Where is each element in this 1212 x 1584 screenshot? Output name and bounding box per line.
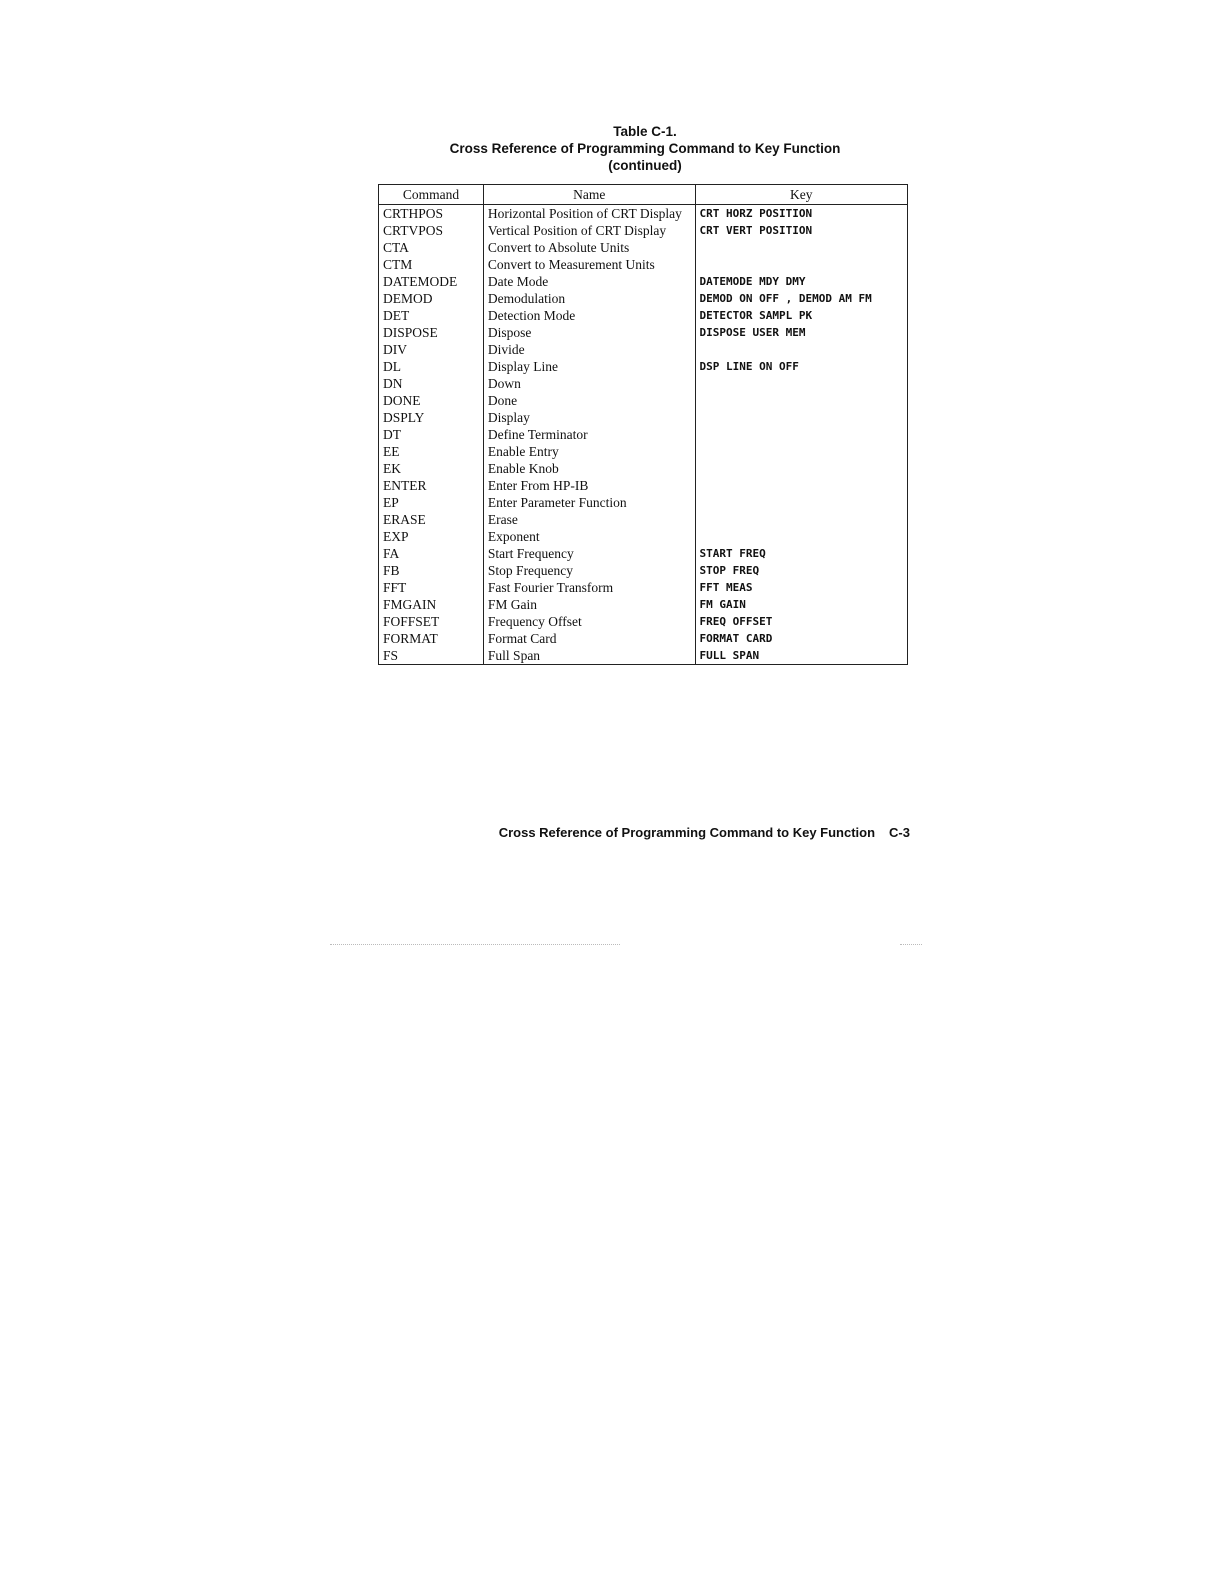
cell-key bbox=[695, 409, 908, 426]
table-row bbox=[379, 545, 908, 562]
header-name: Name bbox=[483, 185, 695, 205]
cell-name: Fast Fourier Transform bbox=[483, 579, 695, 596]
cell-command: DONE bbox=[379, 392, 484, 409]
cell-key: DETECTOR SAMPL PK bbox=[699, 309, 813, 322]
cell-command: EXP bbox=[379, 528, 484, 545]
cell-key: DEMOD ON OFF , DEMOD AM FM bbox=[699, 292, 872, 305]
cell-command: DATEMODE bbox=[379, 273, 484, 290]
cell-name: Vertical Position of CRT Display bbox=[483, 222, 695, 239]
cell-name: Detection Mode bbox=[483, 307, 695, 324]
cell-key bbox=[695, 341, 908, 358]
cell-command: FFT bbox=[379, 579, 484, 596]
cell-command: ENTER bbox=[379, 477, 484, 494]
table-row bbox=[379, 256, 908, 273]
table-row bbox=[379, 562, 908, 579]
table-row bbox=[379, 222, 908, 239]
cell-key: CRT VERT POSITION bbox=[699, 224, 813, 237]
cell-command: ERASE bbox=[379, 511, 484, 528]
scan-artifact-line bbox=[900, 944, 922, 945]
cell-command: DN bbox=[379, 375, 484, 392]
cell-name: Stop Frequency bbox=[483, 562, 695, 579]
table-row bbox=[379, 375, 908, 392]
cell-name: Display Line bbox=[483, 358, 695, 375]
table-number: Table C-1. bbox=[613, 124, 677, 139]
cell-name: Display bbox=[483, 409, 695, 426]
table-row bbox=[379, 596, 908, 613]
cell-key bbox=[695, 256, 908, 273]
cell-name: Horizontal Position of CRT Display bbox=[483, 205, 695, 223]
table-row bbox=[379, 358, 908, 375]
table-row bbox=[379, 460, 908, 477]
cell-command: DT bbox=[379, 426, 484, 443]
cell-key: FM GAIN bbox=[699, 598, 746, 611]
cell-key bbox=[695, 494, 908, 511]
cell-name: Enable Entry bbox=[483, 443, 695, 460]
cell-key bbox=[695, 375, 908, 392]
cell-command: FOFFSET bbox=[379, 613, 484, 630]
cell-command: DISPOSE bbox=[379, 324, 484, 341]
table-row bbox=[379, 392, 908, 409]
cell-name: Define Terminator bbox=[483, 426, 695, 443]
cell-name: Enable Knob bbox=[483, 460, 695, 477]
cell-command: CRTVPOS bbox=[379, 222, 484, 239]
cell-command: CTA bbox=[379, 239, 484, 256]
cross-reference-table bbox=[378, 184, 908, 665]
cell-key bbox=[695, 392, 908, 409]
footer-title: Cross Reference of Programming Command to Key Function bbox=[498, 825, 876, 840]
cell-name: Dispose bbox=[483, 324, 695, 341]
cell-name: Enter Parameter Function bbox=[483, 494, 695, 511]
cell-key: FREQ OFFSET bbox=[699, 615, 773, 628]
cell-key: START FREQ bbox=[699, 547, 766, 560]
cell-key: FORMAT CARD bbox=[699, 632, 773, 645]
cell-command: DL bbox=[379, 358, 484, 375]
cell-name: FM Gain bbox=[483, 596, 695, 613]
cell-command: FS bbox=[379, 647, 484, 665]
cell-command: FMGAIN bbox=[379, 596, 484, 613]
cell-name: Convert to Measurement Units bbox=[483, 256, 695, 273]
cell-key: DISPOSE USER MEM bbox=[699, 326, 806, 339]
cell-key bbox=[695, 477, 908, 494]
cell-name: Enter From HP-IB bbox=[483, 477, 695, 494]
cell-command: CRTHPOS bbox=[379, 205, 484, 223]
table-row bbox=[379, 477, 908, 494]
cell-key: FULL SPAN bbox=[699, 649, 760, 662]
header-key: Key bbox=[695, 185, 908, 205]
cell-command: DEMOD bbox=[379, 290, 484, 307]
table-row bbox=[379, 528, 908, 545]
cell-command: DSPLY bbox=[379, 409, 484, 426]
table-row bbox=[379, 579, 908, 596]
table-row bbox=[379, 511, 908, 528]
cell-key bbox=[695, 443, 908, 460]
cell-key bbox=[695, 426, 908, 443]
table-row bbox=[379, 273, 908, 290]
table-row bbox=[379, 324, 908, 341]
cell-command: FORMAT bbox=[379, 630, 484, 647]
table-row bbox=[379, 494, 908, 511]
cell-name: Format Card bbox=[483, 630, 695, 647]
table-row bbox=[379, 205, 908, 223]
cell-name: Down bbox=[483, 375, 695, 392]
table-continued-note: (continued) bbox=[608, 158, 682, 173]
cell-key bbox=[695, 528, 908, 545]
cell-command: DET bbox=[379, 307, 484, 324]
cell-key: CRT HORZ POSITION bbox=[699, 207, 813, 220]
cell-key: FFT MEAS bbox=[699, 581, 753, 594]
table-body bbox=[379, 205, 908, 665]
scan-artifact-line bbox=[330, 944, 620, 945]
cell-name: Date Mode bbox=[483, 273, 695, 290]
cell-name: Erase bbox=[483, 511, 695, 528]
cell-command: EE bbox=[379, 443, 484, 460]
page-number: C-3 bbox=[889, 825, 910, 840]
table-row bbox=[379, 630, 908, 647]
table-row bbox=[379, 341, 908, 358]
header-command: Command bbox=[379, 185, 484, 205]
cell-command: FA bbox=[379, 545, 484, 562]
cell-name: Start Frequency bbox=[483, 545, 695, 562]
table-row bbox=[379, 290, 908, 307]
page-footer bbox=[480, 825, 910, 840]
cell-key: DSP LINE ON OFF bbox=[699, 360, 799, 373]
table-row bbox=[379, 239, 908, 256]
table-caption bbox=[380, 123, 910, 174]
cell-command: EP bbox=[379, 494, 484, 511]
cell-command: EK bbox=[379, 460, 484, 477]
cell-name: Demodulation bbox=[483, 290, 695, 307]
cell-name: Frequency Offset bbox=[483, 613, 695, 630]
cell-key: STOP FREQ bbox=[699, 564, 760, 577]
cell-command: DIV bbox=[379, 341, 484, 358]
cell-command: FB bbox=[379, 562, 484, 579]
table-row bbox=[379, 613, 908, 630]
table-row bbox=[379, 409, 908, 426]
table-row bbox=[379, 307, 908, 324]
table-title: Cross Reference of Programming Command to Key Function bbox=[449, 141, 841, 156]
cell-key bbox=[695, 239, 908, 256]
table-row bbox=[379, 426, 908, 443]
cell-key bbox=[695, 511, 908, 528]
table-row bbox=[379, 443, 908, 460]
cell-key bbox=[695, 460, 908, 477]
cell-command: CTM bbox=[379, 256, 484, 273]
header-row bbox=[379, 185, 908, 205]
cell-name: Exponent bbox=[483, 528, 695, 545]
cell-name: Full Span bbox=[483, 647, 695, 665]
table-row bbox=[379, 647, 908, 665]
cell-key: DATEMODE MDY DMY bbox=[699, 275, 806, 288]
cell-name: Divide bbox=[483, 341, 695, 358]
cell-name: Convert to Absolute Units bbox=[483, 239, 695, 256]
cell-name: Done bbox=[483, 392, 695, 409]
